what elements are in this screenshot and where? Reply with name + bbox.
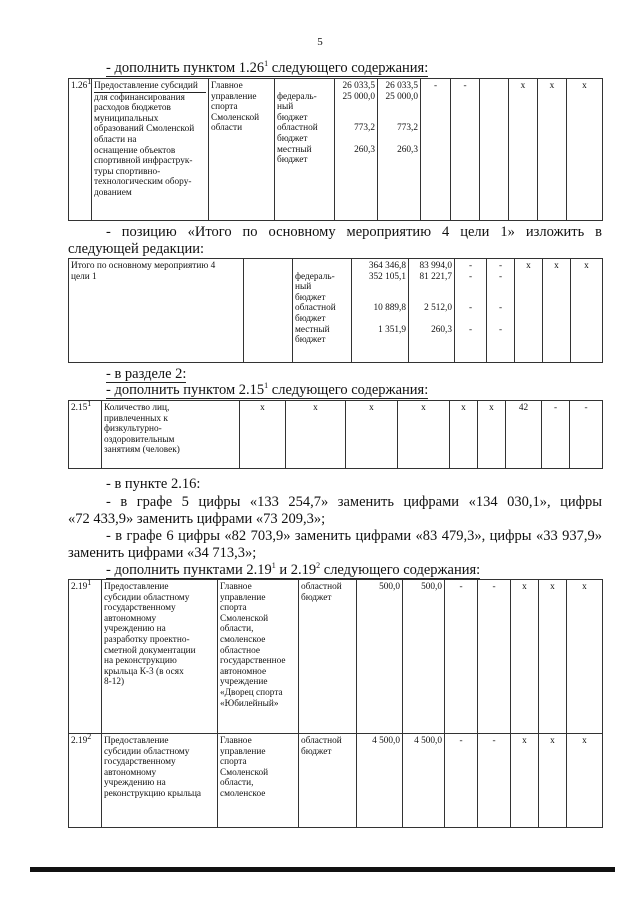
- cell-x: x: [511, 734, 539, 828]
- cell-dash: -: [570, 401, 603, 469]
- itogo-name: Итого по основному мероприятию 4 цели 1: [69, 259, 244, 363]
- measure-name: Предоставление субсидий для софинансирования расходов бюджетов муниципальных образований Смоленской области на оснащение объектов спортивной инфраструк- туры спортивно- технологическим обору- дованием: [92, 79, 209, 221]
- cell-dash: -: [451, 79, 480, 221]
- total-amount: 26 033,5 25 000,0 773,2 260,3: [335, 79, 378, 221]
- cell-dash: -: [478, 734, 511, 828]
- item-2-16-heading: - в пункте 2.16:: [106, 476, 201, 492]
- row-number: 2.19$^2$: [69, 734, 102, 828]
- indicator-name: Количество лиц, привлеченных к физкультурно- оздоровительным занятиям (человек): [102, 401, 240, 469]
- cell-x: x: [567, 734, 603, 828]
- total-amount: 364 346,8 352 105,1 10 889,8 1 351,9: [352, 259, 409, 363]
- measure-name: Предоставление субсидии областному государственному автономному учреждению на разработку проектно- сметной документации на реконструкцию крыльца К-3 (в осях 8-12): [102, 580, 218, 734]
- table-2-19: [68, 579, 603, 828]
- cell-x: x: [398, 401, 450, 469]
- intro-itogo-line1: - позицию «Итого по основному мероприятию 4 цели 1» изложить в: [106, 224, 602, 240]
- cell-dash: -: [478, 580, 511, 734]
- cell-x: x: [515, 259, 543, 363]
- cell-x: x: [346, 401, 398, 469]
- cell-x: x: [511, 580, 539, 734]
- section-2-heading: - в разделе 2:: [106, 366, 187, 382]
- cell-x: x: [450, 401, 478, 469]
- dash-column-1: - - - -: [455, 259, 487, 363]
- page-bottom-rule: [30, 867, 615, 872]
- cell-empty: [480, 79, 509, 221]
- year-amount: 500,0: [403, 580, 445, 734]
- executor: Главное управление спорта Смоленской области, смоленское областное государственное автономное учреждение «Дворец спорта «Юбилейный»: [218, 580, 299, 734]
- cell-x: x: [539, 734, 567, 828]
- page-number: 5: [317, 36, 323, 48]
- funding-sources: федераль- ный бюджет областной бюджет местный бюджет: [293, 259, 352, 363]
- cell-dash: -: [421, 79, 451, 221]
- table-1-26: [68, 78, 603, 221]
- total-amount: 500,0: [357, 580, 403, 734]
- dash-column-2: - - - -: [487, 259, 515, 363]
- cell-value: 42: [506, 401, 542, 469]
- graph-6-line2: заменить цифрами «34 713,3»;: [68, 545, 257, 561]
- cell-empty: [244, 259, 293, 363]
- intro-itogo-line2: следующей редакции:: [68, 241, 205, 257]
- cell-x: x: [240, 401, 286, 469]
- cell-dash: -: [445, 580, 478, 734]
- funding-source: областной бюджет: [299, 580, 357, 734]
- cell-x: x: [567, 79, 603, 221]
- measure-name: Предоставление субсидии областному государственному автономному учреждению на реконструкцию крыльца: [102, 734, 218, 828]
- funding-sources: федераль- ный бюджет областной бюджет местный бюджет: [275, 79, 335, 221]
- row-number: 1.26$^1$: [69, 79, 92, 221]
- cell-x: x: [478, 401, 506, 469]
- graph-5-line1: - в графе 5 цифры «133 254,7» заменить цифрами «134 030,1», цифры: [106, 494, 602, 510]
- intro-2-15: - дополнить пунктом 2.15$^1$ следующего содержания:: [106, 381, 429, 398]
- executor: Главное управление спорта Смоленской области: [209, 79, 275, 221]
- cell-x: x: [571, 259, 603, 363]
- cell-x: x: [539, 580, 567, 734]
- executor: Главное управление спорта Смоленской области, смоленское: [218, 734, 299, 828]
- table-itogo: [68, 258, 603, 363]
- cell-x: x: [509, 79, 538, 221]
- cell-dash: -: [445, 734, 478, 828]
- funding-source: областной бюджет: [299, 734, 357, 828]
- cell-dash: -: [542, 401, 570, 469]
- year-amount: 26 033,5 25 000,0 773,2 260,3: [378, 79, 421, 221]
- intro-1-26: - дополнить пунктом 1.26$^1$ следующего содержания:: [106, 59, 429, 76]
- year-amount: 83 994,0 81 221,7 2 512,0 260,3: [409, 259, 455, 363]
- cell-x: x: [567, 580, 603, 734]
- intro-2-19: - дополнить пунктами 2.19$^1$ и 2.19$^2$ следующего содержания:: [106, 561, 481, 578]
- table-2-15: [68, 400, 603, 469]
- year-amount: 4 500,0: [403, 734, 445, 828]
- cell-x: x: [286, 401, 346, 469]
- table-row: [69, 734, 603, 828]
- cell-x: x: [538, 79, 567, 221]
- cell-x: x: [543, 259, 571, 363]
- row-number: 2.15$^1$: [69, 401, 102, 469]
- graph-6-line1: - в графе 6 цифры «82 703,9» заменить цифрами «83 479,3», цифры «33 937,9»: [106, 528, 602, 544]
- table-row: [69, 580, 603, 734]
- graph-5-line2: «72 433,9» заменить цифрами «73 209,3»;: [68, 511, 326, 527]
- row-number: 2.19$^1$: [69, 580, 102, 734]
- total-amount: 4 500,0: [357, 734, 403, 828]
